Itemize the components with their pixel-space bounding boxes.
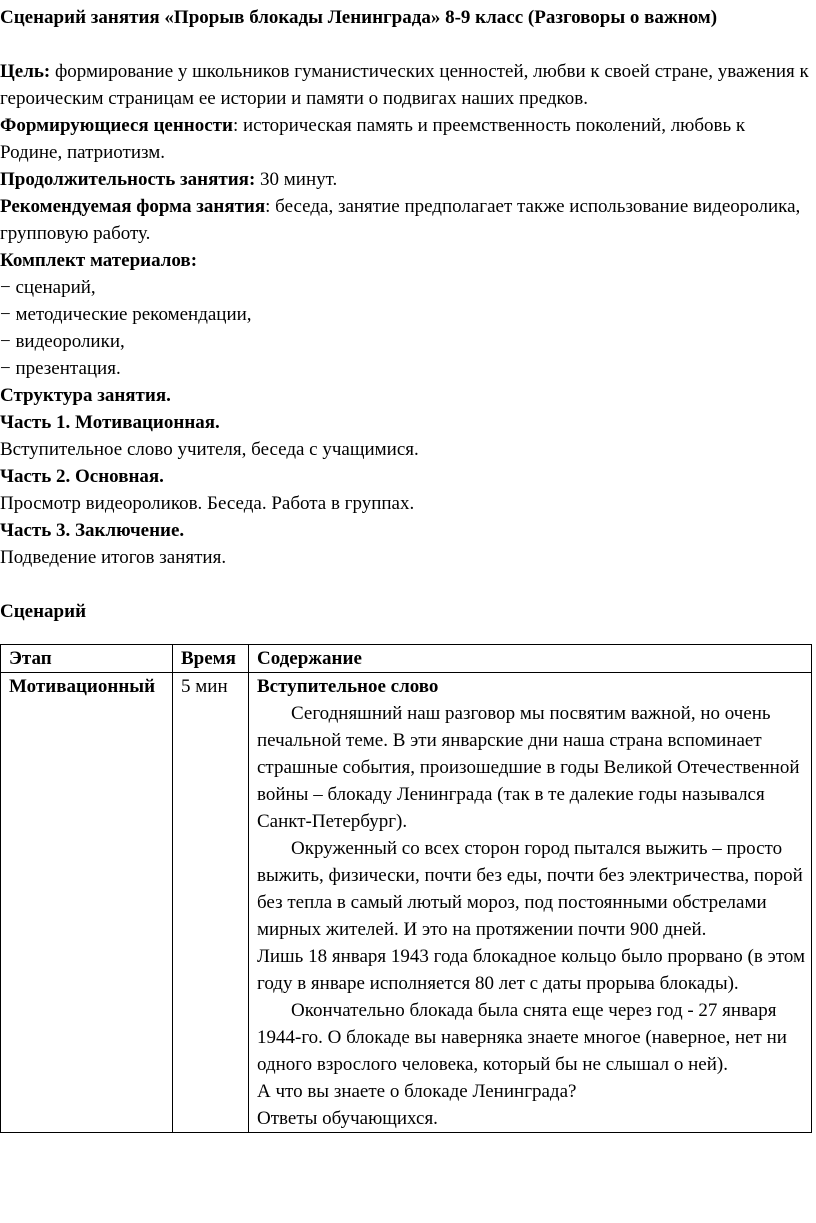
content-answers: Ответы обучающихся.	[257, 1108, 438, 1129]
scenario-heading: Сценарий	[0, 601, 87, 622]
content-title: Вступительное слово	[257, 676, 439, 697]
materials-label: Комплект материалов:	[0, 250, 198, 271]
part-title: Часть 1. Мотивационная.	[0, 412, 220, 433]
structure-heading: Структура занятия.	[0, 385, 171, 406]
stage-cell: Мотивационный	[1, 673, 173, 1133]
values-label: Формирующиеся ценности	[0, 115, 233, 136]
column-header-content: Содержание	[249, 645, 812, 673]
goal-paragraph	[0, 58, 812, 112]
content-cell	[249, 673, 812, 1133]
part-text: Подведение итогов занятия.	[0, 547, 227, 568]
scenario-table	[0, 644, 812, 1133]
form-paragraph	[0, 193, 812, 247]
content-question: А что вы знаете о блокаде Ленинграда?	[257, 1081, 577, 1102]
content-paragraph: Окончательно блокада была снята еще через год - 27 января 1944-го. О блокаде вы наверняка знаете многое (наверное, нет ни одного взрослого человека, который бы не слышал о ней).	[257, 1000, 787, 1075]
materials-item: − методические рекомендации,	[0, 304, 252, 325]
form-text: : беседа, занятие предполагает также использование видеоролика, групповую работу.	[0, 196, 801, 244]
time-cell: 5 мин	[173, 673, 249, 1133]
content-paragraph: Лишь 18 января 1943 года блокадное кольцо было прорвано (в этом году в январе исполняется 80 лет с даты прорыва блокады).	[257, 946, 805, 994]
duration-label: Продолжительность занятия:	[0, 169, 256, 190]
goal-label: Цель:	[0, 61, 51, 82]
materials-item: − презентация.	[0, 358, 121, 379]
form-label: Рекомендуемая форма занятия	[0, 196, 266, 217]
part-text: Просмотр видеороликов. Беседа. Работа в группах.	[0, 493, 415, 514]
table-header-row	[1, 645, 812, 673]
values-paragraph	[0, 112, 812, 166]
duration-paragraph	[0, 166, 812, 193]
content-paragraph: Окруженный со всех сторон город пытался выжить – просто выжить, физически, почти без еды, почти без электричества, порой без тепла в самый лютый мороз, под постоянными обстрелами мирных жителей. И это на протяжении почти 900 дней.	[257, 838, 803, 940]
blank-line	[0, 31, 812, 58]
materials-item: − видеоролики,	[0, 331, 125, 352]
materials-item: − сценарий,	[0, 277, 96, 298]
goal-text: формирование у школьников гуманистических ценностей, любви к своей стране, уважения к героическим страницам ее истории и памяти о подвигах наших предков.	[0, 61, 809, 109]
document-title: Сценарий занятия «Прорыв блокады Ленинграда» 8-9 класс (Разговоры о важном)	[0, 7, 718, 28]
column-header-stage: Этап	[1, 645, 173, 673]
values-text: : историческая память и преемственность поколений, любовь к Родине, патриотизм.	[0, 115, 746, 163]
part-title: Часть 2. Основная.	[0, 466, 164, 487]
column-header-time: Время	[173, 645, 249, 673]
content-paragraph: Сегодняшний наш разговор мы посвятим важной, но очень печальной теме. В эти январские дни наша страна вспоминает страшные события, произошедшие в годы Великой Отечественной войны – блокаду Ленинграда (так в те далекие годы назывался Санкт-Петербург).	[257, 703, 800, 832]
table-row	[1, 673, 812, 1133]
part-text: Вступительное слово учителя, беседа с учащимися.	[0, 439, 419, 460]
part-title: Часть 3. Заключение.	[0, 520, 185, 541]
duration-text: 30 минут.	[255, 169, 338, 190]
document-page	[0, 4, 812, 1133]
